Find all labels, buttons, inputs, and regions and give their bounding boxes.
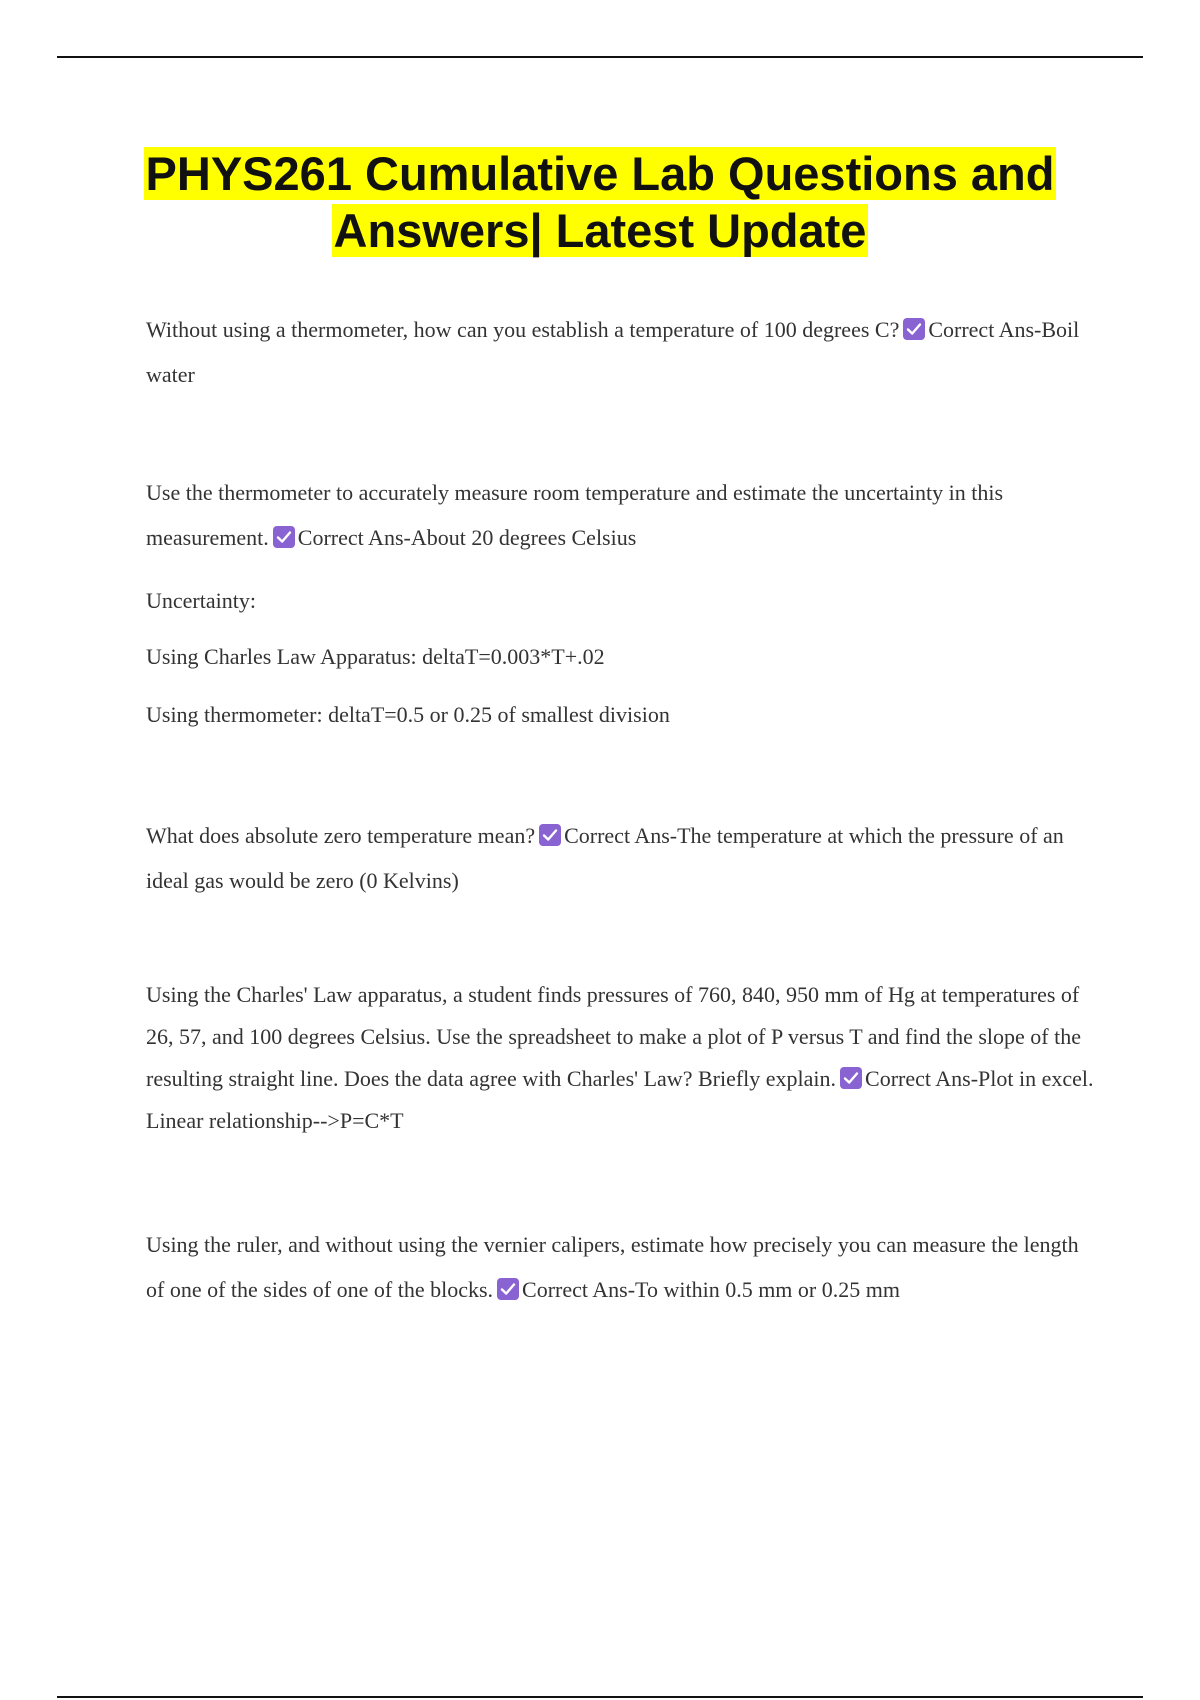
qa-item	[146, 813, 1096, 903]
page-title	[100, 145, 1100, 259]
title-line-2: Answers| Latest Update	[333, 204, 867, 257]
answer-text: Correct Ans-Plot in excel. Linear relationship-->P=C*T	[146, 1066, 1094, 1133]
answer-text: Correct Ans-The temperature at which the pressure of an ideal gas would be zero (0 Kelvins)	[146, 823, 1064, 893]
check-box-icon	[273, 526, 295, 548]
question-text: Using the Charles' Law apparatus, a student finds pressures of 760, 840, 950 mm of Hg at temperatures of 26, 57, and 100 degrees Celsius. Use the spreadsheet to make a plot of P versus T and find the slope of the resulting straight line. Does the data agree with Charles' Law? Briefly explain.	[146, 982, 1082, 1091]
footer-rule	[57, 1696, 1143, 1698]
question-text: Without using a thermometer, how can you establish a temperature of 100 degrees C?	[146, 317, 900, 342]
qa-item	[146, 307, 1096, 397]
check-box-icon	[497, 1278, 519, 1300]
answer-text: Correct Ans-About 20 degrees Celsius	[297, 525, 637, 550]
title-line-1: PHYS261 Cumulative Lab Questions and	[145, 147, 1055, 200]
check-box-icon	[539, 824, 561, 846]
qa-item	[146, 1222, 1096, 1312]
qa-item	[146, 470, 1096, 560]
question-text: Use the thermometer to accurately measure room temperature and estimate the uncertainty in this measurement.	[146, 480, 1004, 550]
answer-text: Correct Ans-Boil water	[146, 317, 1080, 387]
check-box-icon	[840, 1067, 862, 1089]
uncertainty-heading: Uncertainty:	[146, 588, 256, 613]
uncertainty-line: Using thermometer: deltaT=0.5 or 0.25 of smallest division	[146, 702, 670, 727]
question-text: Using the ruler, and without using the vernier calipers, estimate how precisely you can measure the length of one of the sides of one of the blocks.	[146, 1232, 1079, 1302]
check-box-icon	[903, 318, 925, 340]
qa-item	[146, 974, 1096, 1142]
answer-text: Correct Ans-To within 0.5 mm or 0.25 mm	[522, 1277, 900, 1302]
uncertainty-line: Using Charles Law Apparatus: deltaT=0.003*T+.02	[146, 644, 605, 669]
header-rule	[57, 56, 1143, 58]
question-text: What does absolute zero temperature mean?	[146, 823, 536, 848]
